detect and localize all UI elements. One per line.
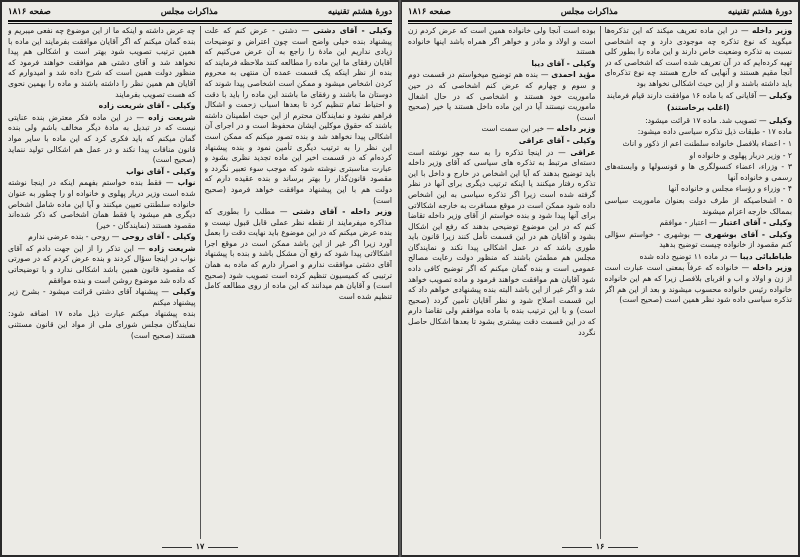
paragraph: نواب — فقط بنده خواستم بفهمم اینکه در اینجا نوشته شده است وزیر دربار پهلوی و خانواده او را چطور به عنوان خانواده سلطنتی تعیین میکنند و آیا این ماده شامل اشخاص دیگری هم میشود یا فقط همان اشخاصی که ذکر شده‌اند مقصود هستند (نمایندگان - خیر) [8, 178, 196, 230]
speaker-name: وکیلی [768, 90, 792, 100]
speaker-name: وزیر داخله [752, 26, 792, 35]
paragraph: وکیلی - آقای روحی — روحی - بنده عرضی ندارم [28, 232, 196, 242]
paragraph-text: ماده ۱۷ - طبقات ذیل تذکره سیاسی داده میشود: [637, 127, 792, 137]
speaker-name: عراقی [570, 147, 596, 157]
speaker-name: وزیر داخله - آقای دشتی [292, 207, 392, 217]
paragraph-text: دشتی - عرض کنم که علت پیشنهاد بنده خیلی واضح است چون اعتراض و توضیحات زیادی نداریم این مادهٔ را راجع به آن عرض می‌کنیم که آقایان رفقای ما این ماده را مطالعه کنند ملاحظه فرمایند که بنده از نظر اینکه یک قسمت عمده آن منتهی به محروم کردن اشخاص میشود و ممکن است اشخاصی پیدا شوند که دوستان ما باشند و رفقای ما باشند این ماده را باید با دقت و احتیاط تمام تنظیم کرد تا بعدها اسباب زحمت و اشکال فراهم نشود و نمایندگان محترم از این حیث اطمینان داشته باشند که حقوق موکلین ایشان محفوظ است و در اجرای آن اشکالی پیدا نخواهد شد و بنده تصور میکنم که ممکن است این نظر را به ترتیب دیگری تأمین نمود و بنده پیشنهاد کرده‌ام که در قسمت اخیر این ماده تجدید نظری بشود و عبارت مناسبتری نوشته شود که موجب سوء تعبیر نگردد و مقصود قانون‌گذار را بهتر برساند و بنده عقیده دارم که دولت هم با این پیشنهاد موافقت خواهد فرمود (صحیح است) [204, 26, 392, 205]
paragraph: شریعت زاده — این تذکر را از این جهت دادم که آقای نواب در اینجا سؤال کردند و بنده عرض کردم که در صورتی که مقصود قانون همین باشد اشکالی ندارد و با توضیحاتی که داده شد موضوع روشن است و بنده موافقم [8, 243, 196, 285]
paragraph [408, 59, 596, 70]
paragraph [605, 127, 793, 138]
paragraph: وزیر داخله — خیر این سمت است [481, 124, 596, 134]
speaker-name: شریعت زاده [148, 243, 196, 253]
speaker-name: وکیلی - آقای بوشهری [704, 229, 792, 239]
paragraph: شریعت زاده — در این ماده فکر معترض بنده عنایتی نیست که در تبدیل به مادهٔ دیگر مخالف باشم ولی بنده گمان میکنم که باید فکری کرد که این ماده با سایر مواد قانون منافات پیدا نکند و در عمل هم اشکالی تولید ننماید (صحیح است) [8, 112, 196, 165]
paragraph-text: مطلب را بطوری که مذاکره میفرمایند از نقطه نظر عملی قابل قبول نیست و بنده عرض میکنم که در این موضوع باید نهایت دقت را بعمل آورد زیرا اگر غیر از این باشد ممکن است در موقع اجرا اشکالاتی پیدا شود که رفع آن مشکل باشد و بنده با پیشنهاد آقای دشتی موافقت ندارم و اصرار دارم که ماده به همان ترتیبی که کمیسیون تنظیم کرده است تصویب شود (صحیح است) و آقایان هم میدانند که این ماده از روی مطالعه کامل تنظیم شده است [204, 207, 392, 301]
paragraph: وکیلی — تصویب شد. ماده ۱۷ قرائت میشود: [645, 115, 792, 125]
right-header-page-label: صفحه ۱۸۱۶ [408, 7, 451, 17]
paragraph [408, 26, 596, 58]
paragraph: وکیلی - آقای بوشهری — بوشهری - خواستم سؤالی کنم مقصود از خانواده چیست توضیح بدهید [604, 229, 792, 250]
speaker-name: وکیلی - آقای نواب [126, 166, 196, 176]
paragraph-text: (اغلب برخاستند) [667, 103, 730, 113]
paragraph: وکیلی — پیشنهاد آقای دشتی قرائت میشود - بشرح زیر پیشنهاد میکنم [8, 287, 196, 307]
paragraph [605, 103, 793, 114]
speaker-name: شریعت زاده [148, 112, 196, 122]
speaker-name: وکیلی - آقای شریعت زاده [98, 101, 196, 111]
paragraph-text: ۳ - وزراء، اعضاء کنسولگری ها و قونسولها و وابسته‌های رسمی و خانواده آنها [604, 162, 792, 182]
paragraph-text: اعتبار - موافقم [659, 218, 707, 228]
left-header-title: مذاکرات مجلس [160, 7, 218, 17]
paragraph-text: خیر این سمت است [481, 124, 545, 134]
speaker-name: وکیلی - آقای اعتبار [719, 218, 792, 228]
column-divider [200, 26, 201, 539]
left-page-number-text: ۱۷ [195, 541, 205, 551]
paragraph-text: در این ماده فکر معترض بنده عنایتی نیست که در تبدیل به مادهٔ دیگر مخالف باشم ولی بنده گمان میکنم که باید فکری کرد که این ماده با سایر مواد قانون منافات پیدا نکند و در عمل هم اشکالی تولید ننماید (صحیح است) [8, 112, 196, 165]
paragraph: وزیر داخله — خانواده که عرفاً بمعنی است عبارت است از زن و اولاد و اب و اقربای بلافصل زیرا که هم این خانواده خانواده رئیس خانواده محسوب میشوند و بعد از این هم اگر تذکره سیاسی داده شود نظر همین است (صحیح است) [604, 263, 792, 305]
paragraph: وزیر داخله — در این ماده تعریف میکند که این تذکره‌ها میگوید که نوع تذکره چه موجودی دارد و چه اشخاصی نسبت به تذکره وضعیت خاص دارند و این ماده را بطور کلی تهیه کرده‌ایم که در آن تعریف شده است که اشخاصی که در آنجا مقیم هستند و آنهایی که خارج هستند چه نوع تذکره‌ای باید داشته باشند و از این حیث اشکالی نخواهد بود [604, 26, 792, 88]
paragraph [605, 151, 793, 162]
paragraph-text: خانواده که عرفاً بمعنی است عبارت است از زن و اولاد و اب و اقربای بلافصل زیرا که هم این خانواده خانواده رئیس خانواده محسوب میشوند و بعد از این هم اگر تذکره سیاسی داده شود نظر همین است (صحیح است) [604, 263, 792, 305]
right-page-number [402, 541, 798, 553]
paragraph [8, 26, 196, 100]
paragraph-text: بنده هم توضیح میخواستم در قسمت دوم و سوم و چهارم که عرض کنم اشخاصی که در حین ماموریت خود هستند و اشخاصی که در حال اشغال ماموریت نیستند آیا در این ماده داخل هستند یا خیر (صحیح است) [408, 70, 596, 122]
paragraph: طباطبائی دیبا — در ماده ۱۱ توضیح داده شده [639, 251, 792, 261]
right-page-column-2 [408, 26, 596, 539]
speaker-name: وکیلی - آقای روحی [121, 232, 196, 242]
paragraph [605, 196, 793, 217]
paragraph: وکیلی - آقای اعتبار — اعتبار - موافقم [659, 218, 792, 228]
paragraph-text: بوشهری - خواستم سؤالی کنم مقصود از خانواده چیست توضیح بدهید [604, 229, 792, 250]
paragraph [408, 136, 596, 147]
left-page-number [2, 541, 398, 553]
left-header-session: دورهٔ هشتم تقنینیه [327, 7, 392, 17]
speaker-name: طباطبائی دیبا [739, 251, 792, 261]
paragraph-text: روحی - بنده عرضی ندارم [28, 232, 110, 242]
paragraph-text: چه عرض داشته و اینکه ما از این موضوع چه نفعی میبریم و بنده گمان میکنم که اگر آقایان موافقت بفرمایند این ماده با همین ترتیب تصویب شود بهتر است و اشکالی هم پیدا نخواهد شد و آقای دشتی هم موافقت خواهند فرمود که منظور دولت همین است که شرح داده شد و امیدوارم که آقایان هم همین نظر را داشته باشند و ماده را بهمین نحوی که هست تصویب بفرمایند [8, 26, 196, 99]
paragraph-text: تصویب شد. ماده ۱۷ قرائت میشود: [645, 115, 757, 125]
paragraph-text: فقط بنده خواستم بفهمم اینکه در اینجا نوشته شده است وزیر دربار پهلوی و خانواده او را چطور به عنوان خانواده سلطنتی تعیین میکنند و آیا این ماده شامل اشخاص دیگری هم میشود یا فقط همان اشخاصی که ذکر شده‌اند مقصود هستند (نمایندگان - خیر) [8, 178, 196, 230]
right-page-column-1 [605, 26, 793, 539]
paragraph-text: آقایانی که با ماده ۱۶ موافقت دارند قیام فرمایند [606, 90, 757, 100]
paragraph-text: ۵ - اشخاصیکه از طرف دولت بعنوان ماموریت سیاسی بممالک خارجه اعزام میشوند [604, 195, 792, 216]
paragraph-text: بنده پیشنهاد میکنم عبارت ذیل ماده ۱۷ اضافه شود: نمایندگان مجلس شورای ملی از مواد این قانون مستثنی هستند (صحیح است) [8, 309, 196, 340]
paragraph: وکیلی — آقایانی که با ماده ۱۶ موافقت دارند قیام فرمایند [606, 90, 792, 100]
paragraph [605, 184, 793, 195]
speaker-name: مؤید احمدی [551, 70, 596, 80]
right-page [402, 2, 798, 555]
speaker-name: وکیلی - آقای دشتی [313, 26, 392, 35]
speaker-name: وکیلی - آقای دیبا [531, 58, 596, 68]
paragraph-text: بوده است آنجا ولی خانواده همین است که عرض کردم زن است و اولاد و مادر و خواهر اگر همراه باشد اینها خانواده هستند [408, 26, 596, 57]
left-page-column-1 [205, 26, 393, 539]
paragraph: وکیلی - آقای دشتی — دشتی - عرض کنم که علت پیشنهاد بنده خیلی واضح است چون اعتراض و توضیحات زیادی نداریم این مادهٔ را راجع به آن عرض می‌کنیم که آقایان رفقای ما این ماده را مطالعه کنند ملاحظه فرمایند که بنده از نظر اینکه یک قسمت عمده آن منتهی به محروم کردن اشخاص میشود و ممکن است اشخاصی پیدا شوند که دوستان ما باشند و رفقای ما باشند این ماده را باید با دقت و احتیاط تمام تنظیم کرد تا بعدها اسباب زحمت و اشکال فراهم نشود و نمایندگان محترم از این حیث اطمینان داشته باشند که حقوق موکلین ایشان محفوظ است و در اجرای آن اشکالی پیدا نخواهد شد و بنده تصور میکنم که ممکن است این نظر را به ترتیب دیگری تأمین نمود و بنده پیشنهاد کرده‌ام که در قسمت اخیر این ماده تجدید نظری بشود و عبارت مناسبتری نوشته شود که موجب سوء تعبیر نگردد و مقصود قانون‌گذار را بهتر برساند و بنده عقیده دارم که دولت هم با این پیشنهاد موافقت خواهد فرمود (صحیح است) [204, 26, 392, 205]
paragraph [8, 167, 196, 178]
paragraph: وزیر داخله - آقای دشتی — مطلب را بطوری که مذاکره میفرمایند از نقطه نظر عملی قابل قبول نیست و بنده عرض میکنم که در این موضوع باید نهایت دقت را بعمل آورد زیرا اگر غیر از این باشد ممکن است در موقع اجرا اشکالاتی پیدا شود که رفع آن مشکل باشد و بنده با پیشنهاد آقای دشتی موافقت ندارم و اصرار دارم که ماده به همان ترتیبی که کمیسیون تنظیم کرده است تصویب شود (صحیح است) و آقایان هم میدانند که این ماده از روی مطالعه کامل تنظیم شده است [204, 207, 392, 301]
left-page-columns [8, 26, 392, 539]
speaker-name: وزیر داخله [752, 263, 792, 273]
paragraph: عراقی — در اینجا تذکره را به سه جور نوشته است دسته‌ای مرتبط به تذکره های سیاسی که آقای وزیر داخله باید توضیح بدهند که آیا این اشخاص در خارج و داخل با این تذکره رفتار میکنند یا اینکه ترتیب دیگری برای آنها در نظر گرفته شده است زیرا اگر تذکره سیاسی به این اشخاص داده شود ممکن است در موقع مسافرت به خارجه اشکالاتی برای آنها پیدا شود و بنده خواستم از آقای وزیر داخله تقاضا کنم که در این موضوع توضیحی بدهند که رفع این اشکال بشود و آقایان هم در این قسمت تأمل کنند زیرا قانون باید طوری باشد که در عمل اشکالی پیدا نکند و نمایندگان مجلس هم مطمئن باشند که منظور دولت رعایت مصالح عمومی است و بنده گمان میکنم که اگر توضیح کافی داده شود آقایان هم موافقت خواهند فرمود و ماده تصویب خواهد شد و اگر غیر از این باشد البته بنده پیشنهادی خواهم داد که این قسمت اصلاح شود و نظر آقایان تأمین گردد (صحیح است) و با این ترتیب بنده با ماده موافقم ولی تقاضا دارم که در این قسمت دقت بیشتری بشود تا بعدها اشکال حاصل نگردد [408, 147, 596, 337]
paragraph [605, 139, 793, 150]
right-page-header [408, 4, 792, 20]
speaker-name: نواب [177, 178, 196, 188]
paragraph: مؤید احمدی — بنده هم توضیح میخواستم در قسمت دوم و سوم و چهارم که عرض کنم اشخاصی که در حین ماموریت خود هستند و اشخاصی که در حال اشغال ماموریت نیستند آیا در این ماده داخل هستند یا خیر (صحیح است) [408, 70, 596, 122]
speaker-name: وکیلی - آقای عراقی [518, 135, 596, 145]
paragraph [8, 309, 196, 341]
left-page-column-2 [8, 26, 196, 539]
speaker-name: وکیلی [172, 287, 196, 297]
paragraph-text: در اینجا تذکره را به سه جور نوشته است دسته‌ای مرتبط به تذکره های سیاسی که آقای وزیر داخله باید توضیح بدهند که آیا این اشخاص در خارج و داخل با این تذکره رفتار میکنند یا اینکه ترتیب دیگری برای آنها در نظر گرفته شده است زیرا اگر تذکره سیاسی به این اشخاص داده شود ممکن است در موقع مسافرت به خارجه اشکالاتی برای آنها پیدا شود و بنده خواستم از آقای وزیر داخله تقاضا کنم که در این موضوع توضیحی بدهند که رفع این اشکال بشود و آقایان هم در این قسمت تأمل کنند زیرا قانون باید طوری باشد که در عمل اشکالی پیدا نکند و نمایندگان مجلس هم مطمئن باشند که منظور دولت رعایت مصالح عمومی است و بنده گمان میکنم که اگر توضیح کافی داده شود آقایان هم موافقت خواهند فرمود و ماده تصویب خواهد شد و اگر غیر از این باشد البته بنده پیشنهادی خواهم داد که این قسمت اصلاح شود و نظر آقایان تأمین گردد (صحیح است) و با این ترتیب بنده با ماده موافقم ولی تقاضا دارم که در این قسمت دقت بیشتری بشود تا بعدها اشکال حاصل نگردد [408, 147, 596, 337]
column-divider [600, 26, 601, 539]
paragraph-text: پیشنهاد آقای دشتی قرائت میشود - بشرح زیر پیشنهاد میکنم [8, 287, 196, 307]
right-page-columns [408, 26, 792, 539]
left-header-page-label: صفحه ۱۸۱۶ [8, 7, 51, 17]
paragraph-text: ۴ - وزراء و رؤساء مجلس و خانواده آنها [668, 184, 792, 194]
paragraph-text: در این ماده تعریف میکند که این تذکره‌ها میگوید که نوع تذکره چه موجودی دارد و چه اشخاصی نسبت به تذکره وضعیت خاص دارند و این ماده را بطور کلی تهیه کرده‌ایم که در آن تعریف شده است که اشخاصی که در آنجا مقیم هستند و آنهایی که خارج هستند چه نوع تذکره‌ای باید داشته باشند و از این حیث اشکالی نخواهد بود [604, 26, 792, 88]
right-header-session: دورهٔ هشتم تقنینیه [727, 7, 792, 17]
paragraph [605, 162, 793, 183]
paragraph-text: ۲ - وزیر دربار پهلوی و خانواده او [689, 150, 792, 160]
paragraph [8, 101, 196, 112]
left-page-header [8, 4, 392, 20]
paragraph-text: ۱ - اعضاء بلافصل خانواده سلطنت اعم از ذکور و اناث [622, 138, 792, 148]
paragraph-text: در ماده ۱۱ توضیح داده شده [639, 251, 728, 261]
speaker-name: وزیر داخله [556, 124, 596, 134]
right-header-title: مذاکرات مجلس [560, 7, 618, 17]
right-page-number-text: ۱۶ [595, 541, 605, 551]
speaker-name: وکیلی [768, 115, 792, 125]
left-page [2, 2, 398, 555]
paragraph-text: این تذکر را از این جهت دادم که آقای نواب در اینجا سؤال کردند و بنده عرض کردم که در صورتی که مقصود قانون همین باشد اشکالی ندارد و با توضیحاتی که داده شد موضوع روشن است و بنده موافقم [8, 243, 196, 285]
